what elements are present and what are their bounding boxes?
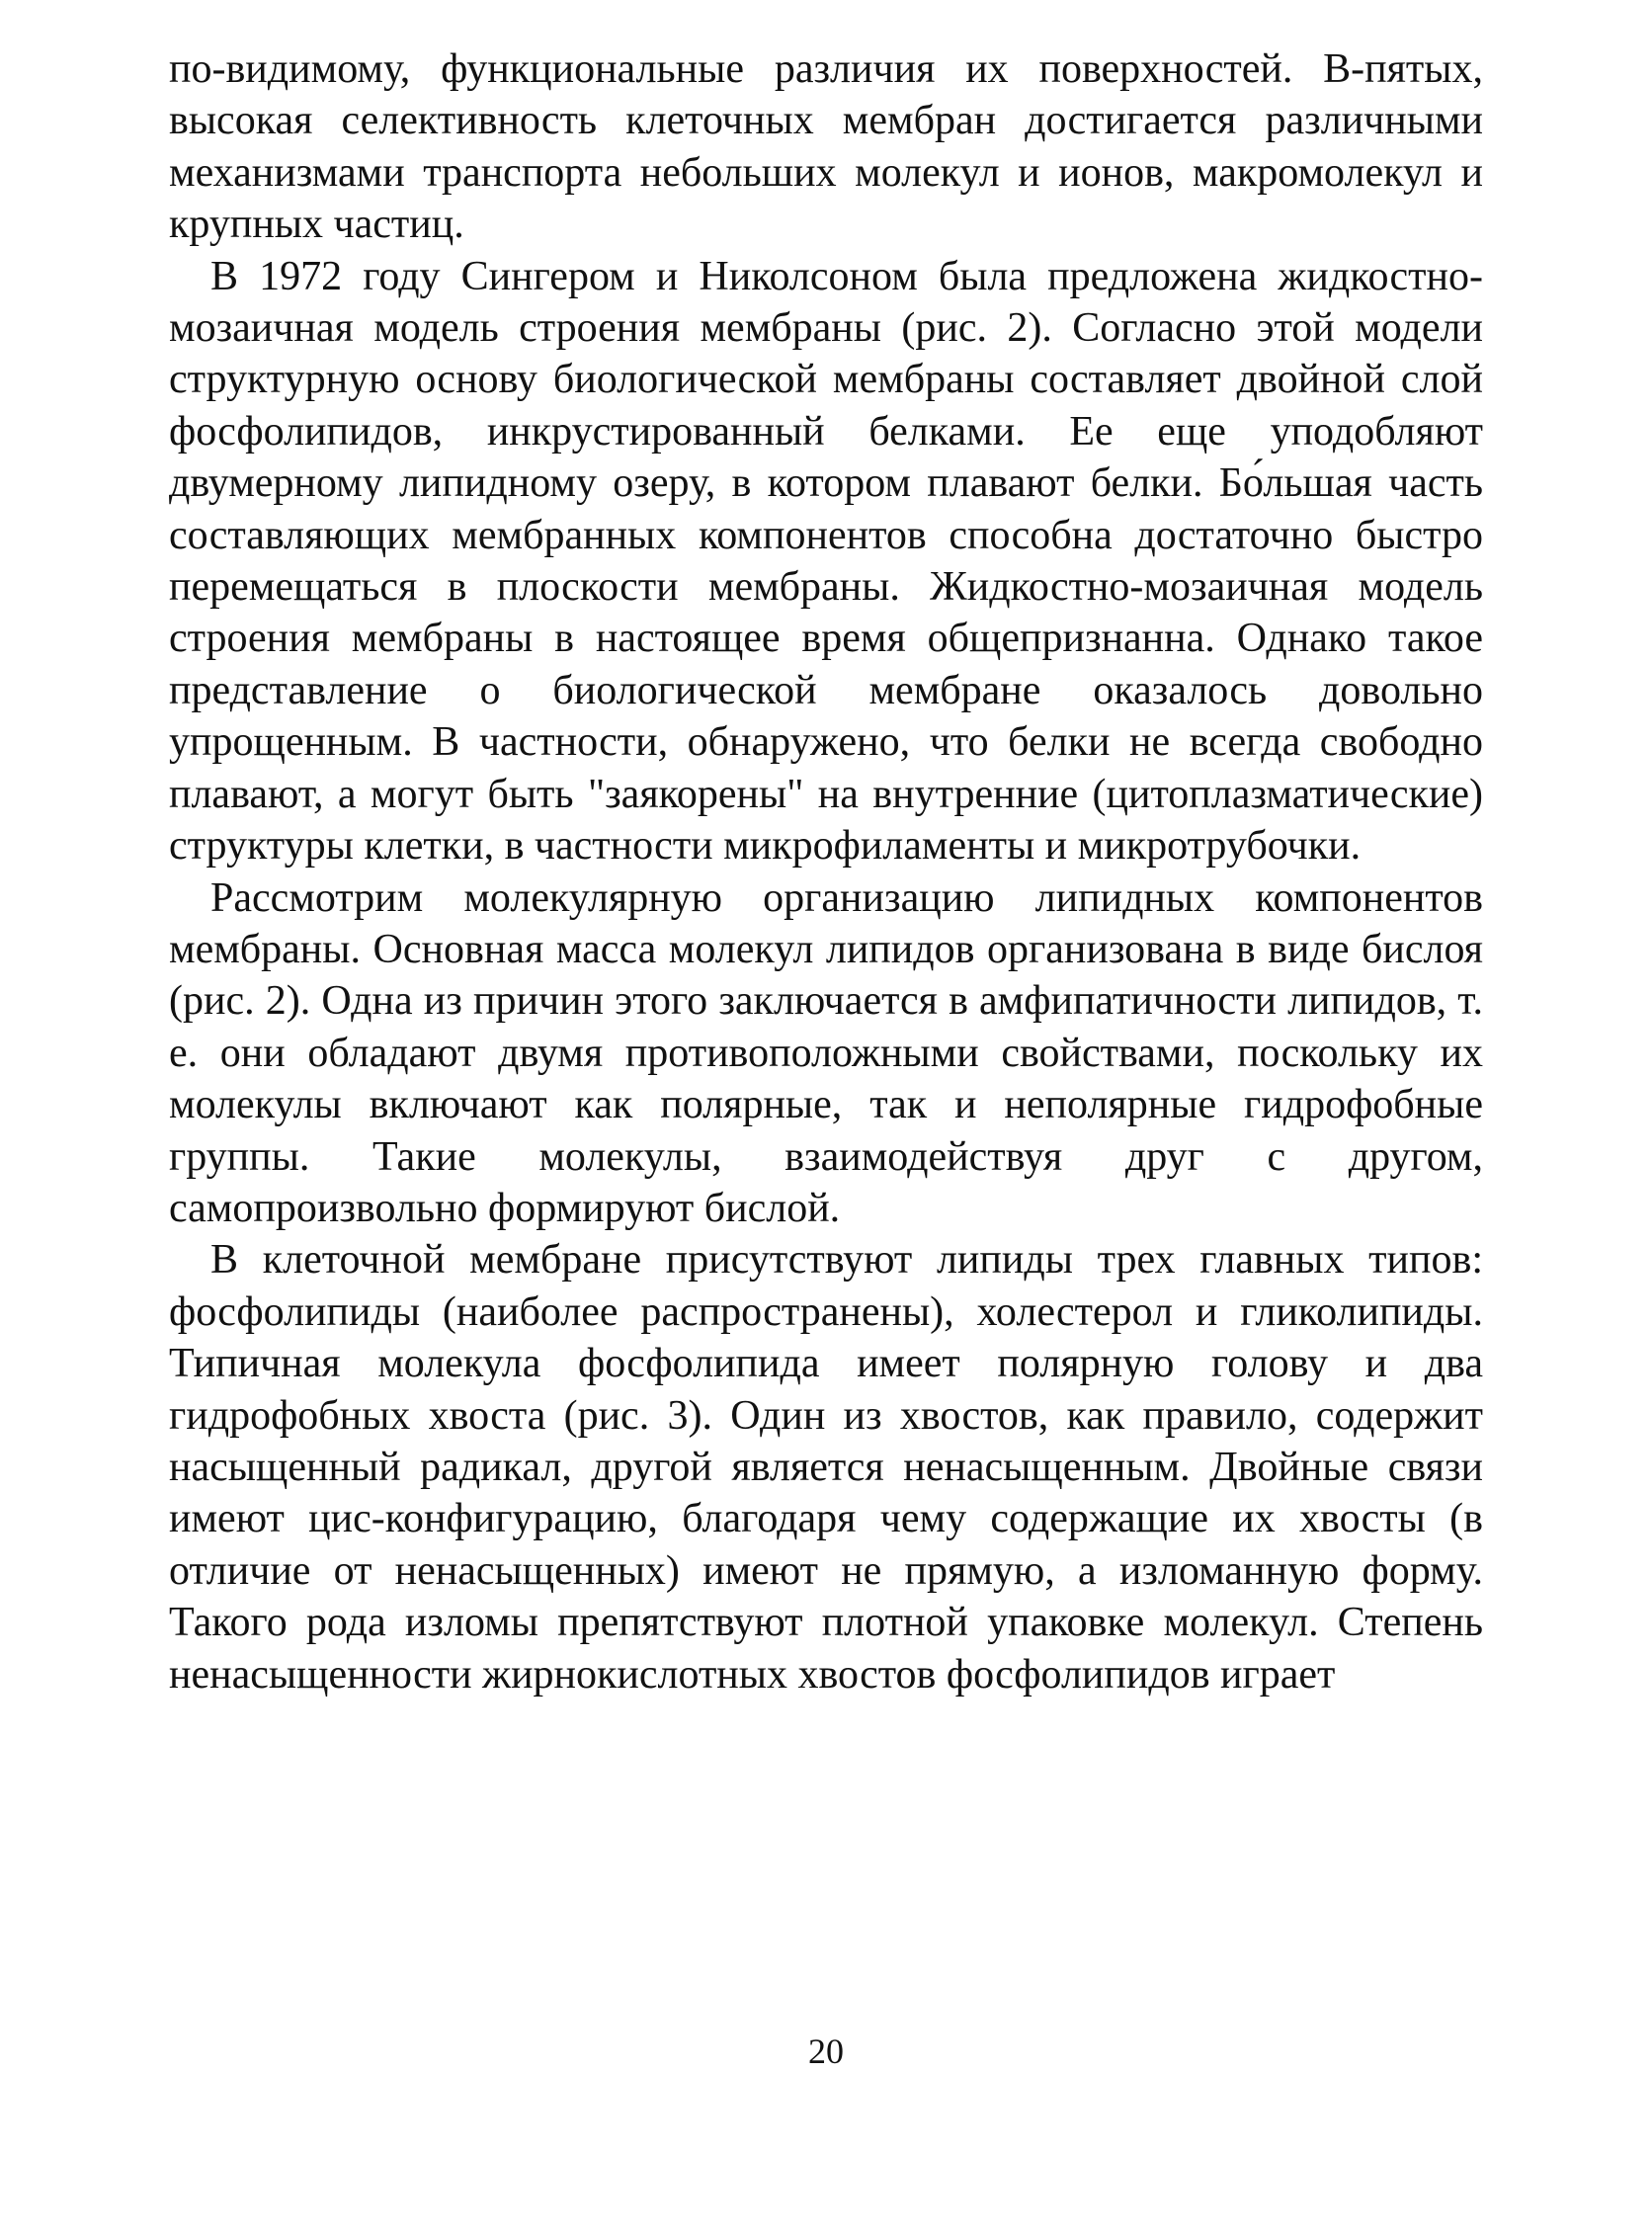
paragraph-fluid-mosaic-model: В 1972 году Сингером и Николсоном была предложена жидкостно-мозаичная модель строения мембраны (рис. 2). Согласно этой модели структурную основу биологической мембраны составляет двойной слой фосфолипидов, инкрустированный белками. Ее еще уподобляют двумерному липидному озеру, в котором плавают белки. Бо́льшая часть составляющих мембранных компонентов способна достаточно быстро перемещаться в плоскости мембраны. Жидкостно-мозаичная модель строения мембраны в настоящее время общепризнанна. Однако такое представление о биологической мембране оказалось довольно упрощенным. В частности, обнаружено, что белки не всегда свободно плавают, а могут быть "заякорены" на внутренние (цитоплазматические) структуры клетки, в частности микрофиламенты и микротрубочки. bbox=[169, 253, 1483, 870]
page-number: 20 bbox=[808, 2032, 844, 2071]
paragraph-lipid-types: В клеточной мембране присутствуют липиды трех главных типов: фосфолипиды (наиболее распространены), холестерол и гликолипиды. Типичная молекула фосфолипида имеет полярную голову и два гидрофобных хвоста (рис. 3). Один из хвостов, как правило, содержит насыщенный радикал, другой является ненасыщенным. Двойные связи имеют цис-конфигурацию, благодаря чему содержащие их хвосты (в отличие от ненасыщенных) имеют не прямую, а изломанную форму. Такого рода изломы препятствуют плотной упаковке молекул. Степень ненасыщенности жирнокислотных хвостов фосфолипидов играет bbox=[169, 1237, 1483, 1698]
paragraph-continuation: по-видимому, функциональные различия их поверхностей. В-пятых, высокая селективность клеточных мембран достигается различными механизмами транспорта небольших молекул и ионов, макромолекул и крупных частиц. bbox=[169, 46, 1483, 248]
paragraph-lipid-organization: Рассмотрим молекулярную организацию липидных компонентов мембраны. Основная масса молекул липидов организована в виде бислоя (рис. 2). Одна из причин этого заключается в амфипатичности липидов, т. е. они обладают двумя противоположными свойствами, поскольку их молекулы включают как полярные, так и неполярные гидрофобные группы. Такие молекулы, взаимодействуя друг с другом, самопроизвольно формируют бислой. bbox=[169, 874, 1483, 1231]
body-text bbox=[169, 43, 1483, 1700]
